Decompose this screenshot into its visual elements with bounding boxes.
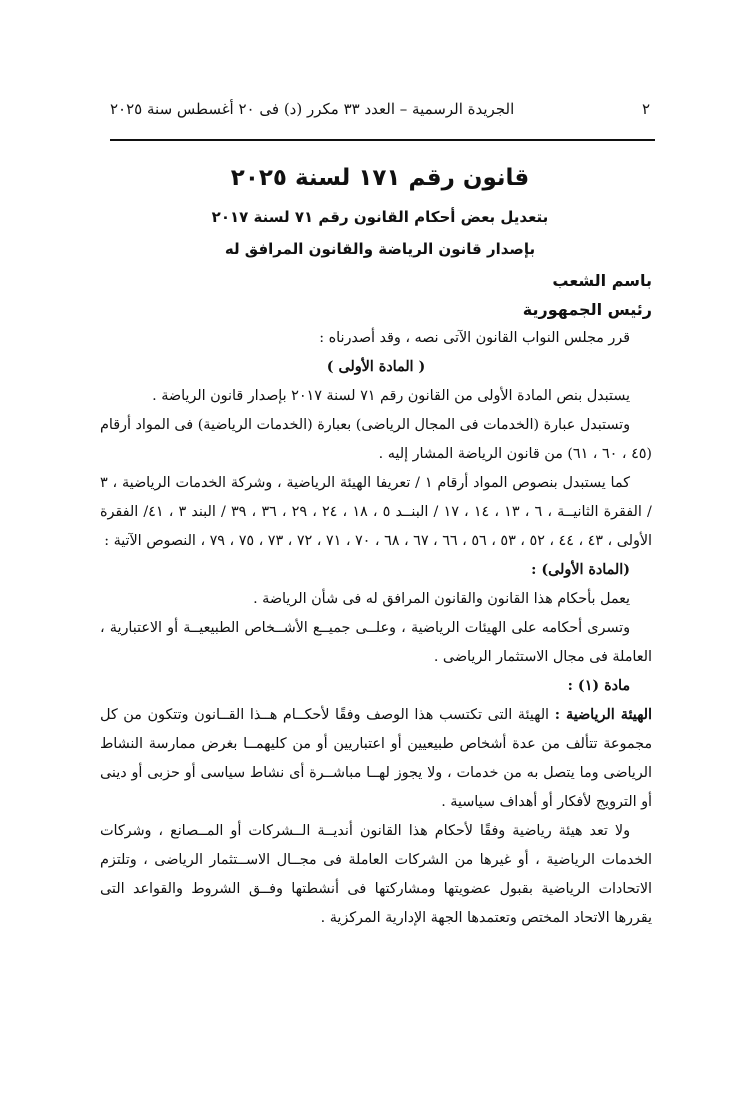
law-subtitle-2: بإصدار قانون الرياضة والقانون المرافق له: [224, 240, 536, 258]
definition-text: الهيئة التى تكتسب هذا الوصف وفقًا لأحكــام هــذا القــانون وتتكون من كل مجموعة تتألف من عدة أشخاص طبيعيين أو اعتباريين أو من كليهمــا بغرض ممارسة النشاط الرياضى وما يتصل به من خدمات ، ولا يجوز لهــا مباشــرة أى نشاط سياسى أو حزبى أو دينى أو الترويج لأفكار أو أهداف سياسية .: [100, 707, 652, 810]
in-the-name-of-the-people: باسم الشعب: [552, 271, 652, 290]
definition-sports-body: [100, 701, 652, 817]
article-first-heading: ( المادة الأولى ): [326, 359, 426, 375]
header-rule: [110, 139, 655, 141]
law-title: قانون رقم ١٧١ لسنة ٢٠٢٥: [230, 165, 530, 191]
paragraph-4: يعمل بأحكام هذا القانون والقانون المرافق له فى شأن الرياضة .: [253, 591, 630, 607]
paragraph-6: ولا تعد هيئة رياضية وفقًا لأحكام هذا القانون أنديــة الــشركات أو المــصانع ، وشركات الخدمات الرياضية ، أو غيرها من الشركات العاملة فى مجــال الاســتثمار الرياضى ، وتلتزم الاتحادات الرياضية بقبول عضويتها ومشاركتها فى أنشطتها وفــق الشروط والقواعد التى يقررها الاتحاد المختص وتعتمدها الجهة الإدارية المركزية .: [100, 823, 652, 926]
new-article-first-heading: (المادة الأولى) :: [531, 562, 630, 578]
definition-term: الهيئة الرياضية :: [554, 707, 653, 723]
page-number: ٢: [641, 100, 650, 118]
article-one-heading: مادة (١) :: [567, 678, 630, 694]
running-header: [110, 100, 650, 118]
paragraph-3: كما يستبدل بنصوص المواد أرقام ١ / تعريفا الهيئة الرياضية ، وشركة الخدمات الرياضية ، ٣ / الفقرة الثانيــة ، ٦ ، ١٣ ، ١٤ ، ١٧ / البنــد ٥ ، ١٨ ، ٢٤ ، ٢٩ ، ٣٦ ، ٣٩ / البند ٣ ، ٤١/ الفقرة الأولى ، ٤٣ ، ٤٤ ، ٥٢ ، ٥٣ ، ٥٦ ، ٦٦ ، ٦٧ ، ٦٨ ، ٧٠ ، ٧١ ، ٧٢ ، ٧٣ ، ٧٥ ، ٧٩ ، النصوص الآتية :: [100, 475, 652, 549]
paragraph-5: وتسرى أحكامه على الهيئات الرياضية ، وعلــى جميــع الأشــخاص الطبيعيــة أو الاعتبارية ، العاملة فى مجال الاستثمار الرياضى .: [100, 620, 652, 665]
decree-line: قرر مجلس النواب القانون الآتى نصه ، وقد أصدرناه :: [319, 330, 630, 346]
law-body: [100, 266, 652, 933]
paragraph-1: يستبدل بنص المادة الأولى من القانون رقم ٧١ لسنة ٢٠١٧ بإصدار قانون الرياضة .: [152, 388, 630, 404]
law-subtitle-1: بتعديل بعض أحكام القانون رقم ٧١ لسنة ٢٠١٧: [211, 208, 549, 226]
paragraph-2: وتستبدل عبارة (الخدمات فى المجال الرياضى) بعبارة (الخدمات الرياضية) فى المواد أرقام (٤٥ ، ٦٠ ، ٦١) من قانون الرياضة المشار إليه .: [100, 417, 652, 462]
president-heading: رئيس الجمهورية: [522, 300, 652, 319]
running-title: الجريدة الرسمية – العدد ٣٣ مكرر (د) فى ٢٠ أغسطس سنة ٢٠٢٥: [110, 100, 515, 118]
